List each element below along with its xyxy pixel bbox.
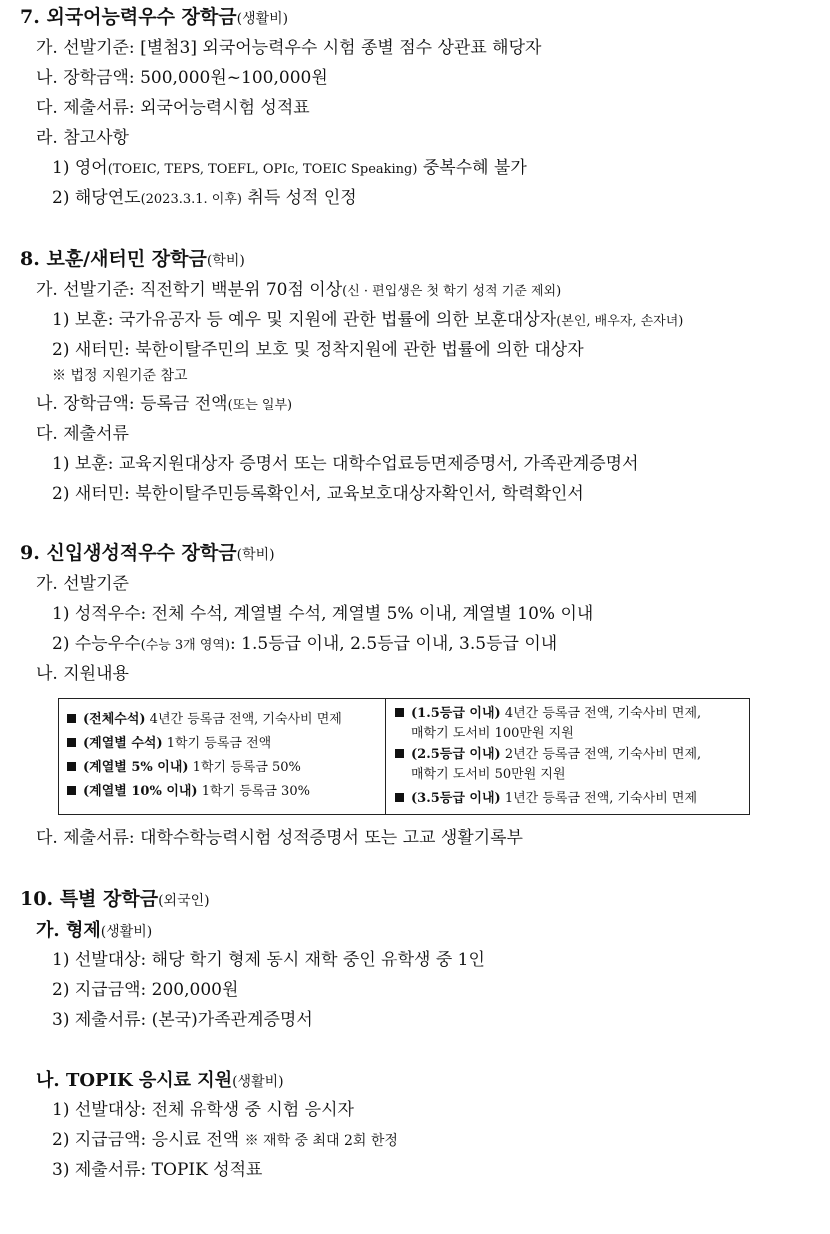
item-small-text: (TOEIC, TEPS, TOEFL, OPIc, TOEIC Speaking)	[107, 162, 418, 177]
table-right-item	[395, 792, 697, 805]
table-item-text: 2년간 등록금 전액, 기숙사비 면제,	[500, 747, 702, 762]
item-label: 제출서류:	[63, 98, 135, 118]
table-right-item	[395, 707, 701, 720]
item-marker: 가.	[36, 280, 58, 300]
section-number: 10.	[20, 888, 54, 910]
square-bullet-icon	[67, 786, 76, 795]
s10-topik-2	[52, 1132, 398, 1149]
s8-criteria	[36, 282, 561, 299]
table-divider	[385, 699, 386, 814]
item-text: 지급금액: 응시료 전액	[74, 1130, 240, 1150]
item-text: 외국어능력시험 성적표	[140, 98, 310, 118]
item-marker: 2)	[52, 980, 70, 1000]
table-item-text: 1년간 등록금 전액, 기숙사비 면제	[500, 791, 698, 806]
s7-criteria	[36, 40, 541, 57]
table-item-text: 1학기 등록금 30%	[197, 784, 310, 799]
section-title: 외국어능력우수 장학금	[46, 6, 237, 28]
item-marker: 1)	[52, 604, 70, 624]
s8-documents	[36, 426, 129, 443]
item-marker: 1)	[52, 454, 70, 474]
table-right-item-continued: 매학기 도서비 100만원 지원	[411, 726, 574, 741]
item-text: 500,000원~100,000원	[140, 68, 328, 88]
item-marker: 나.	[36, 664, 58, 684]
s8-documents-1	[52, 456, 639, 473]
item-marker: 1)	[52, 950, 70, 970]
item-marker: 2)	[52, 634, 70, 654]
square-bullet-icon	[67, 762, 76, 771]
item-text: 선발대상: 전체 유학생 중 시험 응시자	[74, 1100, 354, 1120]
square-bullet-icon	[395, 793, 404, 802]
s9-support	[36, 666, 129, 683]
section-title-note: (학비)	[206, 253, 245, 269]
s8-criteria-2	[52, 342, 584, 359]
s9-criteria	[36, 576, 129, 593]
item-small-text: (또는 일부)	[227, 398, 293, 413]
item-text: 제출서류: TOPIK 성적표	[74, 1160, 263, 1180]
s9-criteria-2	[52, 636, 557, 653]
item-marker: 다.	[36, 424, 58, 444]
s9-documents	[36, 830, 523, 847]
s7-amount	[36, 70, 328, 87]
item-marker: 라.	[36, 128, 58, 148]
item-marker: 3)	[52, 1010, 70, 1030]
item-small-text: (신 · 편입생은 첫 학기 성적 기준 제외)	[342, 284, 562, 299]
s10-topik-heading	[36, 1072, 284, 1090]
table-item-text: 4년간 등록금 전액, 기숙사비 면제	[145, 712, 342, 727]
item-label: 선발기준:	[63, 38, 135, 58]
item-text: 등록금 전액	[140, 394, 228, 414]
item-label: 참고사항	[63, 128, 129, 148]
item-small-text: (2023.3.1. 이후)	[140, 192, 242, 207]
item-text-tail: : 1.5등급 이내, 2.5등급 이내, 3.5등급 이내	[230, 634, 558, 654]
table-left-item	[67, 737, 271, 750]
s10-topik-1	[52, 1102, 354, 1119]
item-text-tail: 중복수혜 불가	[422, 158, 527, 178]
s7-notes	[36, 130, 129, 147]
item-marker: 2)	[52, 1130, 70, 1150]
item-title: TOPIK 응시료 지원	[65, 1070, 233, 1091]
table-item-label: (계열별 5% 이내)	[83, 760, 189, 775]
item-marker: 다.	[36, 98, 58, 118]
item-label: 지원내용	[63, 664, 129, 684]
item-marker: 다.	[36, 828, 58, 848]
support-table	[58, 698, 750, 815]
table-item-label: (1.5등급 이내)	[411, 706, 501, 721]
item-title-note: (생활비)	[232, 1074, 284, 1090]
item-label: 제출서류	[63, 424, 129, 444]
item-title-note: (생활비)	[100, 924, 153, 940]
s10-topik-3	[52, 1162, 262, 1179]
item-text: 제출서류: (본국)가족관계증명서	[74, 1010, 313, 1030]
item-text: 새터민: 북한이탈주민등록확인서, 교육보호대상자확인서, 학력확인서	[74, 484, 584, 504]
item-label: 장학금액:	[63, 394, 135, 414]
item-text: 선발대상: 해당 학기 형제 동시 재학 중인 유학생 중 1인	[74, 950, 485, 970]
table-item-label: (계열별 수석)	[83, 736, 163, 751]
item-text: 새터민: 북한이탈주민의 보호 및 정착지원에 관한 법률에 의한 대상자	[74, 340, 584, 360]
section-number: 8.	[20, 248, 40, 270]
table-right-item	[395, 748, 701, 761]
item-small-text: (수능 3개 영역)	[140, 638, 231, 653]
item-small-text: ※ 재학 중 최대 2회 한정	[244, 1133, 398, 1149]
item-marker: 나.	[36, 394, 58, 414]
item-text: 직전학기 백분위 70점 이상	[140, 280, 343, 300]
item-text: 수능우수	[74, 634, 141, 654]
section-title-note: (생활비)	[236, 11, 289, 27]
item-title: 형제	[65, 920, 101, 941]
item-text: 보훈: 국가유공자 등 예우 및 지원에 관한 법률에 의한 보훈대상자	[74, 310, 557, 330]
section-title: 보훈/새터민 장학금	[46, 248, 207, 270]
s10-siblings-heading	[36, 922, 152, 940]
item-text: 성적우수: 전체 수석, 계열별 수석, 계열별 5% 이내, 계열별 10% 이내	[74, 604, 594, 624]
table-item-label: (2.5등급 이내)	[411, 747, 501, 762]
item-small-text: (본인, 배우자, 손자녀)	[556, 314, 684, 329]
item-marker: 가.	[36, 38, 58, 58]
section-9-heading	[20, 544, 275, 563]
item-text: 해당연도	[74, 188, 141, 208]
item-marker: 나.	[36, 68, 58, 88]
item-label: 장학금액:	[63, 68, 135, 88]
item-marker: 3)	[52, 1160, 70, 1180]
item-text: 영어	[74, 158, 108, 178]
item-marker: 1)	[52, 158, 70, 178]
item-text: 지급금액: 200,000원	[74, 980, 239, 1000]
table-left-item	[67, 761, 301, 774]
section-number: 9.	[20, 542, 40, 564]
item-label: 선발기준	[63, 574, 129, 594]
s10-siblings-3	[52, 1012, 313, 1029]
item-marker: 2)	[52, 188, 70, 208]
item-text: 대학수학능력시험 성적증명서 또는 고교 생활기록부	[140, 828, 523, 848]
table-item-text: 1학기 등록금 전액	[162, 736, 272, 751]
table-left-item	[67, 785, 310, 798]
s7-note-2	[52, 190, 357, 207]
s7-note-1	[52, 160, 527, 177]
item-marker: 1)	[52, 1100, 70, 1120]
s8-amount	[36, 396, 292, 413]
section-8-heading	[20, 250, 245, 269]
section-number: 7.	[20, 6, 40, 28]
s8-criteria-1	[52, 312, 683, 329]
table-left-item	[67, 713, 342, 726]
item-text: [별첨3] 외국어능력우수 시험 종별 점수 상관표 해당자	[140, 38, 542, 58]
section-title: 신입생성적우수 장학금	[46, 542, 237, 564]
item-marker: 가.	[36, 920, 60, 941]
section-title-note: (외국인)	[158, 893, 210, 909]
table-item-label: (전체수석)	[83, 712, 146, 727]
item-text: 보훈: 교육지원대상자 증명서 또는 대학수업료등면제증명서, 가족관계증명서	[74, 454, 639, 474]
square-bullet-icon	[395, 749, 404, 758]
s9-criteria-1	[52, 606, 593, 623]
item-marker: 가.	[36, 574, 58, 594]
square-bullet-icon	[67, 714, 76, 723]
item-label: 제출서류:	[63, 828, 135, 848]
s8-legal-note: ※ 법정 지원기준 참고	[52, 368, 188, 384]
section-title-note: (학비)	[236, 547, 275, 563]
table-item-text: 4년간 등록금 전액, 기숙사비 면제,	[500, 706, 702, 721]
square-bullet-icon	[395, 708, 404, 717]
section-title: 특별 장학금	[59, 888, 159, 910]
item-text-tail: 취득 성적 인정	[247, 188, 357, 208]
s10-siblings-1	[52, 952, 485, 969]
item-marker: 2)	[52, 484, 70, 504]
table-item-label: (3.5등급 이내)	[411, 791, 501, 806]
table-right-item-continued: 매학기 도서비 50만원 지원	[411, 767, 566, 782]
s10-siblings-2	[52, 982, 238, 999]
s7-documents	[36, 100, 310, 117]
square-bullet-icon	[67, 738, 76, 747]
table-item-text: 1학기 등록금 50%	[188, 760, 301, 775]
item-label: 선발기준:	[63, 280, 135, 300]
item-marker: 2)	[52, 340, 70, 360]
item-marker: 나.	[36, 1070, 60, 1091]
s8-documents-2	[52, 486, 584, 503]
table-item-label: (계열별 10% 이내)	[83, 784, 198, 799]
section-7-heading	[20, 8, 288, 27]
item-marker: 1)	[52, 310, 70, 330]
section-10-heading	[20, 890, 210, 909]
